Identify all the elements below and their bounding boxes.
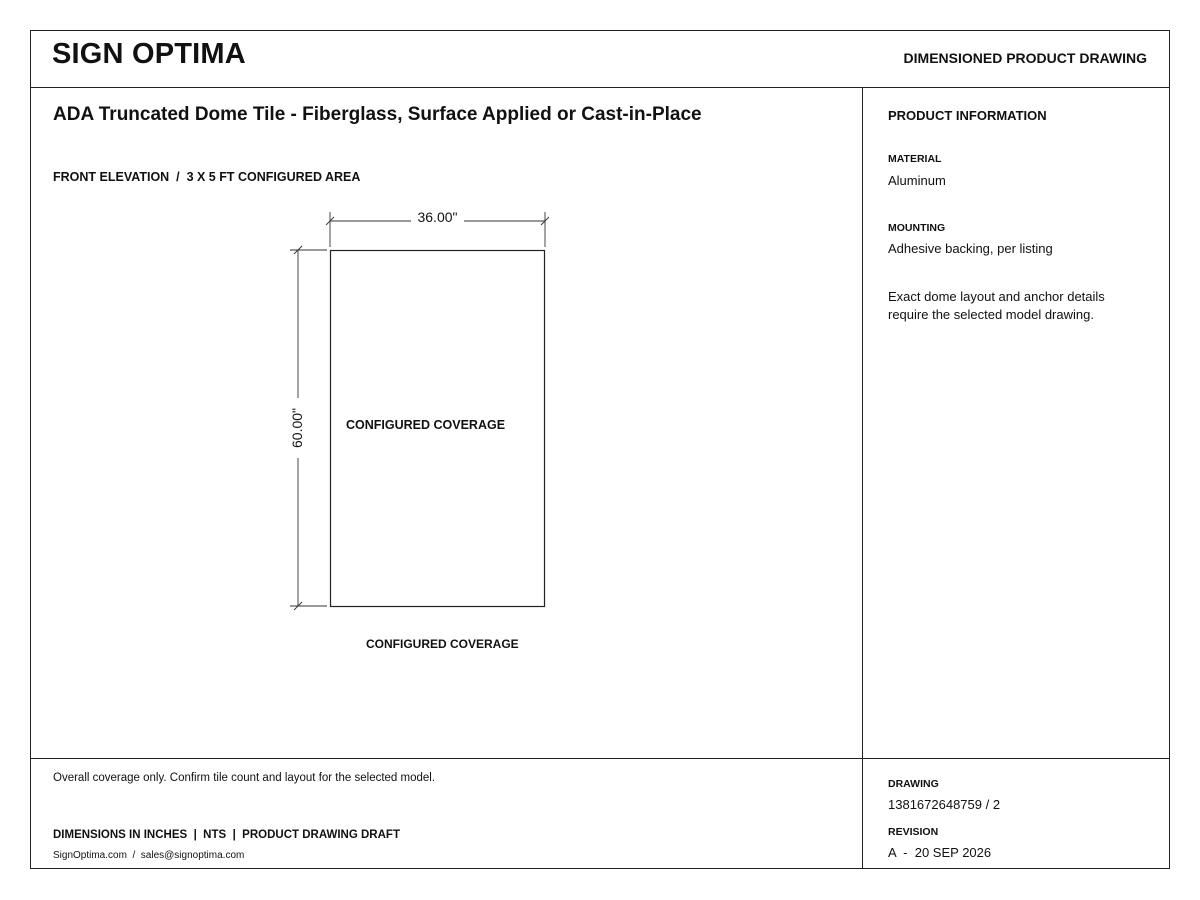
- product-title: ADA Truncated Dome Tile - Fiberglass, Surface Applied or Cast-in-Place: [53, 104, 702, 125]
- drawing-number-value: 1381672648759 / 2: [888, 797, 1001, 812]
- revision-value: A - 20 SEP 2026: [888, 845, 992, 860]
- dimensions-line: DIMENSIONS IN INCHES | NTS | PRODUCT DRAWING DRAFT: [53, 829, 400, 841]
- mounting-label: MOUNTING: [888, 222, 946, 234]
- revision-label: REVISION: [888, 826, 939, 838]
- coverage-footnote: Overall coverage only. Confirm tile count and layout for the selected model.: [53, 772, 436, 784]
- document-type: DIMENSIONED PRODUCT DRAWING: [903, 50, 1147, 66]
- contact-info: SignOptima.com / sales@signoptima.com: [53, 850, 245, 861]
- brand-title: SIGN OPTIMA: [52, 38, 246, 70]
- width-dimension-label: 36.00": [417, 209, 458, 225]
- info-panel-title: PRODUCT INFORMATION: [888, 108, 1047, 123]
- layout-note: Exact dome layout and anchor details require the selected model drawing.: [888, 289, 1105, 322]
- mounting-value: Adhesive backing, per listing: [888, 241, 1053, 256]
- drawing-caption: CONFIGURED COVERAGE: [366, 637, 519, 651]
- material-label: MATERIAL: [888, 153, 942, 165]
- drawing-number-label: DRAWING: [888, 778, 939, 790]
- coverage-inner-label: CONFIGURED COVERAGE: [346, 418, 506, 432]
- view-label: FRONT ELEVATION / 3 X 5 FT CONFIGURED AREA: [53, 170, 361, 184]
- material-value: Aluminum: [888, 173, 946, 188]
- height-dimension-label: 60.00": [289, 407, 305, 449]
